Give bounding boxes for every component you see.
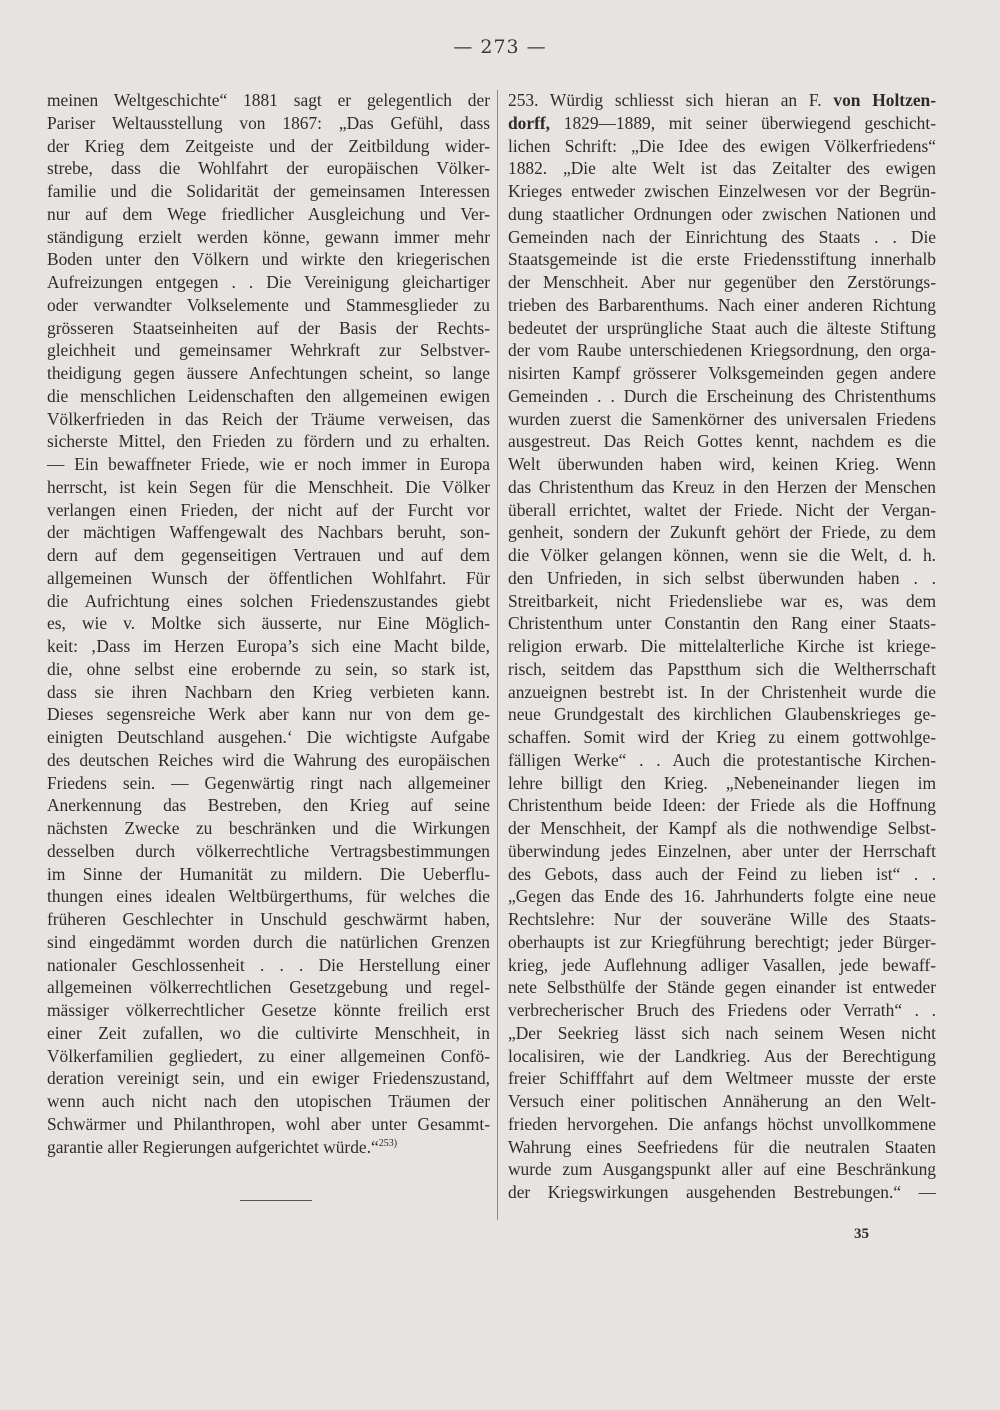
- text-line: Schwärmer und Philanthropen, wohl aber unter Gesammt-: [47, 1113, 490, 1134]
- text-line: [508, 1204, 936, 1227]
- footnote-rule: [240, 1200, 312, 1201]
- text-line: verlangen einen Frieden, der nicht auf der Furcht vor: [47, 499, 490, 520]
- right-column: [508, 89, 936, 1227]
- text-line: überall errichtet, waltet der Friede. Nicht der Vergan-: [508, 499, 936, 520]
- text-line: desselben durch völkerrechtliche Vertragsbestimmungen: [47, 840, 490, 861]
- text-line: freier Schifffahrt auf dem Weltmeer musste der erste: [508, 1068, 936, 1089]
- text-line: risch, seitdem das Papstthum sich die Weltherrschaft: [508, 658, 936, 679]
- text-line: nationaler Geschlossenheit . . . Die Herstellung einer: [47, 954, 490, 975]
- text-line: des deutschen Reiches wird die Wahrung des europäischen: [47, 749, 490, 770]
- text-line: localisiren, wie der Landkrieg. Aus der Berechtigung: [508, 1045, 936, 1066]
- text-line: Rechtslehre: Nur der souveräne Wille des Staats-: [508, 909, 936, 929]
- text-line: herrscht, ist kein Segen für die Menschheit. Die Völker: [47, 476, 490, 497]
- text-line: des Gebots, dass auch der Feind zu lieben ist“ . .: [508, 863, 936, 884]
- text-fragment: 1829—1889, mit seiner überwiegend geschicht-: [550, 112, 936, 133]
- text-line: grösseren Staatseinheiten auf der Basis der Rechts-: [47, 317, 490, 338]
- text-line: mässiger völkerrechtlicher Gesetze könnte freilich erst: [47, 1000, 490, 1020]
- text-line: Christenthum unter Constantin den Rang einer Staats-: [508, 613, 936, 634]
- text-line: sind eingedämmt worden durch die natürlichen Grenzen: [47, 931, 490, 952]
- text-line: frieden hervorgehen. Die anfangs höchst unvollkommene: [508, 1113, 936, 1134]
- text-line: trieben des Barbarenthums. Nach einer anderen Richtung: [508, 294, 936, 315]
- text-line: ausgestreut. Das Reich Gottes kennt, nachdem es die: [508, 431, 936, 452]
- text-line: Pariser Weltausstellung von 1867: „Das Gefühl, dass: [47, 112, 490, 133]
- text-line: oberhaupts ist zur Kriegführung berechtigt; jeder Bürger-: [508, 931, 936, 952]
- text-line: neue Grundgestalt des kirchlichen Glaubenskrieges ge-: [508, 704, 936, 725]
- paragraph-opening: 253. Würdig schliesst sich hieran an F.: [508, 90, 834, 110]
- text-line: Gemeinden . . Durch die Erscheinung des Christenthums: [508, 385, 936, 406]
- text-line: die menschlichen Leidenschaften den allgemeinen ewigen: [47, 385, 490, 406]
- text-line: nur auf dem Wege friedlicher Ausgleichung und Ver-: [47, 203, 490, 224]
- text-line: die Aufrichtung eines solchen Friedenszustandes giebt: [47, 590, 490, 611]
- text-line: schaffen. Somit wird der Krieg zu einem gottwohlge-: [508, 727, 936, 747]
- text-line: ständigung erzielt werden könne, gewann immer mehr: [47, 226, 490, 247]
- text-line-last: [47, 1136, 467, 1159]
- page-number: — 273 —: [453, 36, 547, 58]
- text-line-first: [508, 89, 936, 112]
- text-line: garantie aller Regierungen aufgerichtet würde.“: [47, 1136, 379, 1157]
- text-line: Staatsgemeinde ist die erste Friedensstiftung innerhalb: [508, 249, 936, 270]
- text-line: Aufreizungen entgegen . . Die Vereinigung gleichartiger: [47, 272, 490, 292]
- text-line: einigten Deutschland ausgehen.‘ Die wichtigste Aufgabe: [47, 727, 490, 747]
- text-line: dung staatlicher Ordnungen oder zwischen Nationen und: [508, 203, 936, 224]
- text-line: der Kriegswirkungen ausgehenden Bestrebungen.“ —: [508, 1182, 936, 1202]
- text-line: Versuch einer politischen Annäherung an den Welt-: [508, 1091, 936, 1111]
- text-line: lehre billigt den Krieg. „Nebeneinander liegen im: [508, 772, 936, 793]
- text-line: gleichheit und gemeinsamer Wehrkraft zur Selbstver-: [47, 340, 490, 361]
- signature-number: 35: [854, 1226, 869, 1242]
- footnote-marker: 253): [378, 1137, 398, 1149]
- text-line: „Gegen das Ende des 16. Jahrhunderts folgte eine neue: [508, 886, 936, 907]
- text-line-second: [508, 112, 936, 135]
- text-line: der Menschheit, der Kampf als die nothwendige Selbst-: [508, 818, 936, 838]
- text-line: nächsten Zwecke zu beschränken und die Wirkungen: [47, 818, 490, 838]
- text-line: „Der Seekrieg lässt sich nach seinem Wesen nicht: [508, 1022, 936, 1043]
- text-line: im Sinne der Humanität zu mildern. Die Ueberflu-: [47, 863, 490, 884]
- text-line: strebe, dass die Wohlfahrt der europäischen Völker-: [47, 158, 490, 179]
- text-line: Völkerfrieden in das Reich der Träume verweisen, das: [47, 408, 490, 429]
- text-line: wenn auch nicht nach den utopischen Träumen der: [47, 1091, 490, 1111]
- text-line: dern auf dem gegenseitigen Vertrauen und auf dem: [47, 545, 490, 565]
- text-line: 1882. „Die alte Welt ist das Zeitalter des ewigen: [508, 158, 936, 179]
- text-line: der Menschheit. Aber nur gegenüber den Zerstörungs-: [508, 272, 936, 292]
- text-line: das Christenthum das Kreuz in den Herzen der Menschen: [508, 476, 936, 497]
- text-line: überwindung jedes Einzelnen, aber unter der Herrschaft: [508, 840, 936, 861]
- text-line: keit: ‚Dass im Herzen Europa’s sich eine Macht bilde,: [47, 636, 490, 656]
- text-line: familie und die Solidarität der gemeinsamen Interessen: [47, 181, 490, 201]
- text-line: Boden unter den Völkern und wirkte den kriegerischen: [47, 249, 490, 270]
- column-divider: [497, 90, 498, 1220]
- text-line: die Völker gelangen können, wenn sie die Welt, d. h.: [508, 545, 936, 565]
- text-line: anzueignen bestrebt ist. In der Christenheit wurde die: [508, 681, 936, 702]
- text-line: oder verwandter Volkselemente und Stammesglieder zu: [47, 294, 490, 315]
- text-line: thungen eines idealen Weltbürgerthums, für welches die: [47, 886, 490, 907]
- left-column: [47, 89, 490, 1158]
- text-line: allgemeinen völkerrechtlichen Gesetzgebung und regel-: [47, 977, 490, 998]
- text-line: nisirten Kampf grösserer Volksgemeinden gegen andere: [508, 363, 936, 383]
- text-line: der vom Raube unterschiedenen Kriegsordnung, den orga-: [508, 340, 936, 361]
- text-line: Welt überwunden haben wird, keinen Krieg. Wenn: [508, 454, 936, 474]
- text-line: Dieses segensreiche Werk aber kann nur von dem ge-: [47, 704, 490, 725]
- text-line: verbrecherischer Bruch des Friedens oder Verrath“ . .: [508, 1000, 936, 1020]
- text-line: der mächtigen Waffengewalt des Nachbars beruht, son-: [47, 522, 490, 543]
- author-name-part1: von Holtzen-: [833, 90, 936, 110]
- text-line: religion erwarb. Die mittelalterliche Kirche ist kriege-: [508, 636, 936, 656]
- text-line: Krieges entweder zwischen Einzelwesen vor der Begrün-: [508, 181, 936, 201]
- text-line: deration vereinigt sein, und ein ewiger Friedenszustand,: [47, 1068, 490, 1089]
- text-line: nete Selbsthülfe der Stände gegen einander ist entweder: [508, 977, 936, 998]
- text-line: lichen Schrift: „Die Idee des ewigen Völkerfriedens“: [508, 135, 936, 156]
- text-line: krieg, jede Auflehnung adliger Vasallen, jede bewaff-: [508, 954, 936, 975]
- text-line: bedeutet der ursprüngliche Staat auch die älteste Stiftung: [508, 317, 936, 338]
- text-line: wurde zum Ausgangspunkt aller auf eine Beschränkung: [508, 1159, 936, 1180]
- text-line: theidigung gegen äussere Anfechtungen scheint, so lange: [47, 363, 490, 383]
- text-line: Christenthum beide Ideen: der Friede als die Hoffnung: [508, 795, 936, 816]
- text-line: es, wie v. Moltke sich äusserte, nur Eine Möglich-: [47, 613, 490, 634]
- text-line: früheren Geschlechter in Unschuld geschwärmt haben,: [47, 909, 490, 929]
- text-line: dass sie ihren Nachbarn den Krieg verbieten kann.: [47, 681, 490, 702]
- text-line: Friedens sein. — Gegenwärtig ringt nach allgemeiner: [47, 772, 490, 793]
- text-line: einer Zeit zufallen, wo die cultivirte Menschheit, in: [47, 1022, 490, 1043]
- text-line: meinen Weltgeschichte“ 1881 sagt er gelegentlich der: [47, 90, 490, 110]
- text-line: — Ein bewaffneter Friede, wie er noch immer in Europa: [47, 454, 490, 474]
- text-line: Völkerfamilien gegliedert, zu einer allgemeinen Confö-: [47, 1045, 490, 1066]
- text-line: Wahrung eines Seefriedens für die neutralen Staaten: [508, 1136, 936, 1157]
- text-line: den Unfrieden, in sich selbst überwunden haben . .: [508, 567, 936, 588]
- text-line: die, ohne selbst eine erobernde zu sein, so stark ist,: [47, 658, 490, 679]
- text-line: der Krieg dem Zeitgeiste und der Zeitbildung wider-: [47, 135, 490, 156]
- text-line: genheit, sondern der Zukunft gehört der Friede, zu dem: [508, 522, 936, 543]
- text-line: fälligen Werke“ . . Auch die protestantische Kirchen-: [508, 749, 936, 770]
- text-line: sicherste Mittel, den Frieden zu fördern und zu erhalten.: [47, 431, 490, 452]
- text-line: Anerkennung das Bestreben, den Krieg auf seine: [47, 795, 490, 816]
- text-line: wurden zuerst die Samenkörner des universalen Friedens: [508, 408, 936, 429]
- text-line: Streitbarkeit, nicht Friedensliebe war es, was dem: [508, 590, 936, 611]
- text-line: allgemeinen Wunsch der öffentlichen Wohlfahrt. Für: [47, 567, 490, 588]
- text-line: Gemeinden nach der Einrichtung des Staats . . Die: [508, 226, 936, 247]
- author-name-part2: dorff,: [508, 112, 551, 133]
